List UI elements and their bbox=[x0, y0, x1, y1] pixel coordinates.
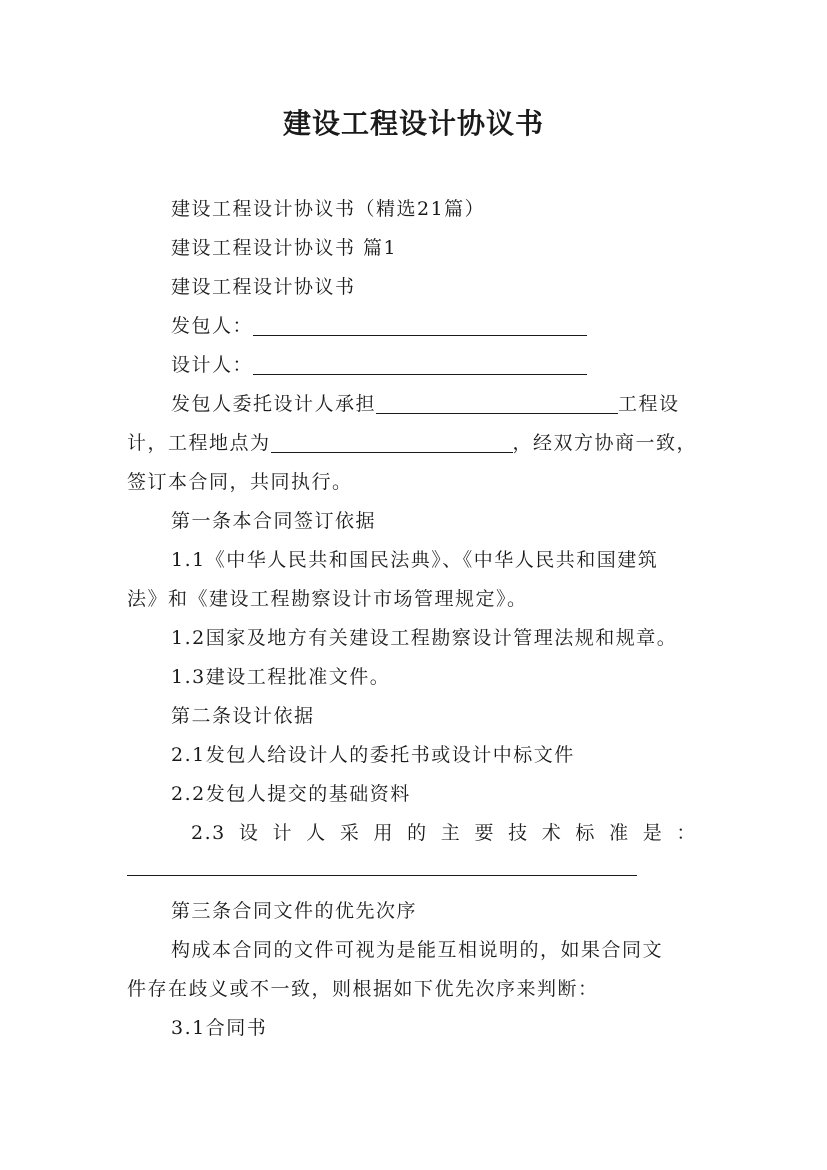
article-1-3: 1.3建设工程批准文件。 bbox=[171, 666, 391, 688]
art2-3-char: 标 bbox=[575, 822, 596, 844]
art2-3-char: 2.3 bbox=[191, 822, 226, 844]
art2-3-char: 用 bbox=[373, 822, 394, 844]
paragraph-1-line-2 bbox=[127, 424, 707, 463]
article-1-1-line-1: 1.1《中华人民共和国民法典》、《中华人民共和国建筑 bbox=[171, 549, 659, 571]
p1-text-b: 工程设 bbox=[618, 393, 680, 415]
article-3-1: 3.1合同书 bbox=[171, 1017, 268, 1039]
art2-3-char: 要 bbox=[474, 822, 495, 844]
article-3-heading: 第三条合同文件的优先次序 bbox=[171, 900, 418, 922]
art2-3-char: 的 bbox=[407, 822, 428, 844]
employer-line bbox=[127, 307, 707, 346]
art2-3-char: 技 bbox=[508, 822, 529, 844]
article-1-1-line-2: 法》和《建设工程勘察设计市场管理规定》。 bbox=[127, 588, 528, 610]
location-blank bbox=[271, 428, 513, 453]
designer-blank bbox=[253, 350, 587, 375]
standards-blank-line bbox=[127, 853, 707, 892]
designer-label: 设计人： bbox=[171, 354, 254, 376]
article-3-line-2: 件存在歧义或不一致，则根据如下优先次序来判断： bbox=[127, 978, 599, 1000]
designer-line bbox=[127, 346, 707, 385]
article-2-3 bbox=[127, 814, 707, 853]
art2-3-char: 计 bbox=[272, 822, 294, 844]
employer-blank bbox=[253, 311, 587, 336]
paragraph-1-line-1 bbox=[127, 385, 707, 424]
p1-text-a: 发包人委托设计人承担 bbox=[171, 393, 377, 415]
project-blank bbox=[376, 389, 618, 414]
p1-text-c: 计，工程地点为 bbox=[127, 432, 271, 454]
doc-name: 建设工程设计协议书 bbox=[171, 276, 356, 298]
article-2-1: 2.1发包人给设计人的委托书或设计中标文件 bbox=[171, 744, 575, 766]
employer-label: 发包人： bbox=[171, 315, 254, 337]
art2-3-char: 采 bbox=[339, 822, 361, 844]
subtitle: 建设工程设计协议书（精选21篇） bbox=[171, 198, 486, 220]
standards-blank bbox=[127, 853, 637, 876]
art2-3-char: 人 bbox=[306, 822, 327, 844]
article-1-heading: 第一条本合同签订依据 bbox=[171, 510, 377, 532]
document-body bbox=[127, 190, 707, 1048]
art2-3-char: 是 bbox=[642, 822, 664, 844]
article-2-heading: 第二条设计依据 bbox=[171, 705, 315, 727]
art2-3-char: 主 bbox=[440, 822, 462, 844]
art2-3-char: 术 bbox=[541, 822, 563, 844]
article-2-2: 2.2发包人提交的基础资料 bbox=[171, 783, 411, 805]
art2-3-char: 设 bbox=[238, 822, 260, 844]
document-title: 建设工程设计协议书 bbox=[282, 107, 544, 140]
article-3-line-1: 构成本合同的文件可视为是能互相说明的，如果合同文 bbox=[171, 939, 664, 961]
p1-text-d: ，经双方协商一致， bbox=[512, 432, 698, 454]
section-heading: 建设工程设计协议书 篇1 bbox=[171, 237, 398, 259]
article-1-2: 1.2国家及地方有关建设工程勘察设计管理法规和规章。 bbox=[171, 627, 678, 649]
art2-3-char: ： bbox=[676, 822, 697, 844]
paragraph-1-line-3: 签订本合同，共同执行。 bbox=[127, 471, 353, 493]
art2-3-char: 准 bbox=[609, 822, 630, 844]
